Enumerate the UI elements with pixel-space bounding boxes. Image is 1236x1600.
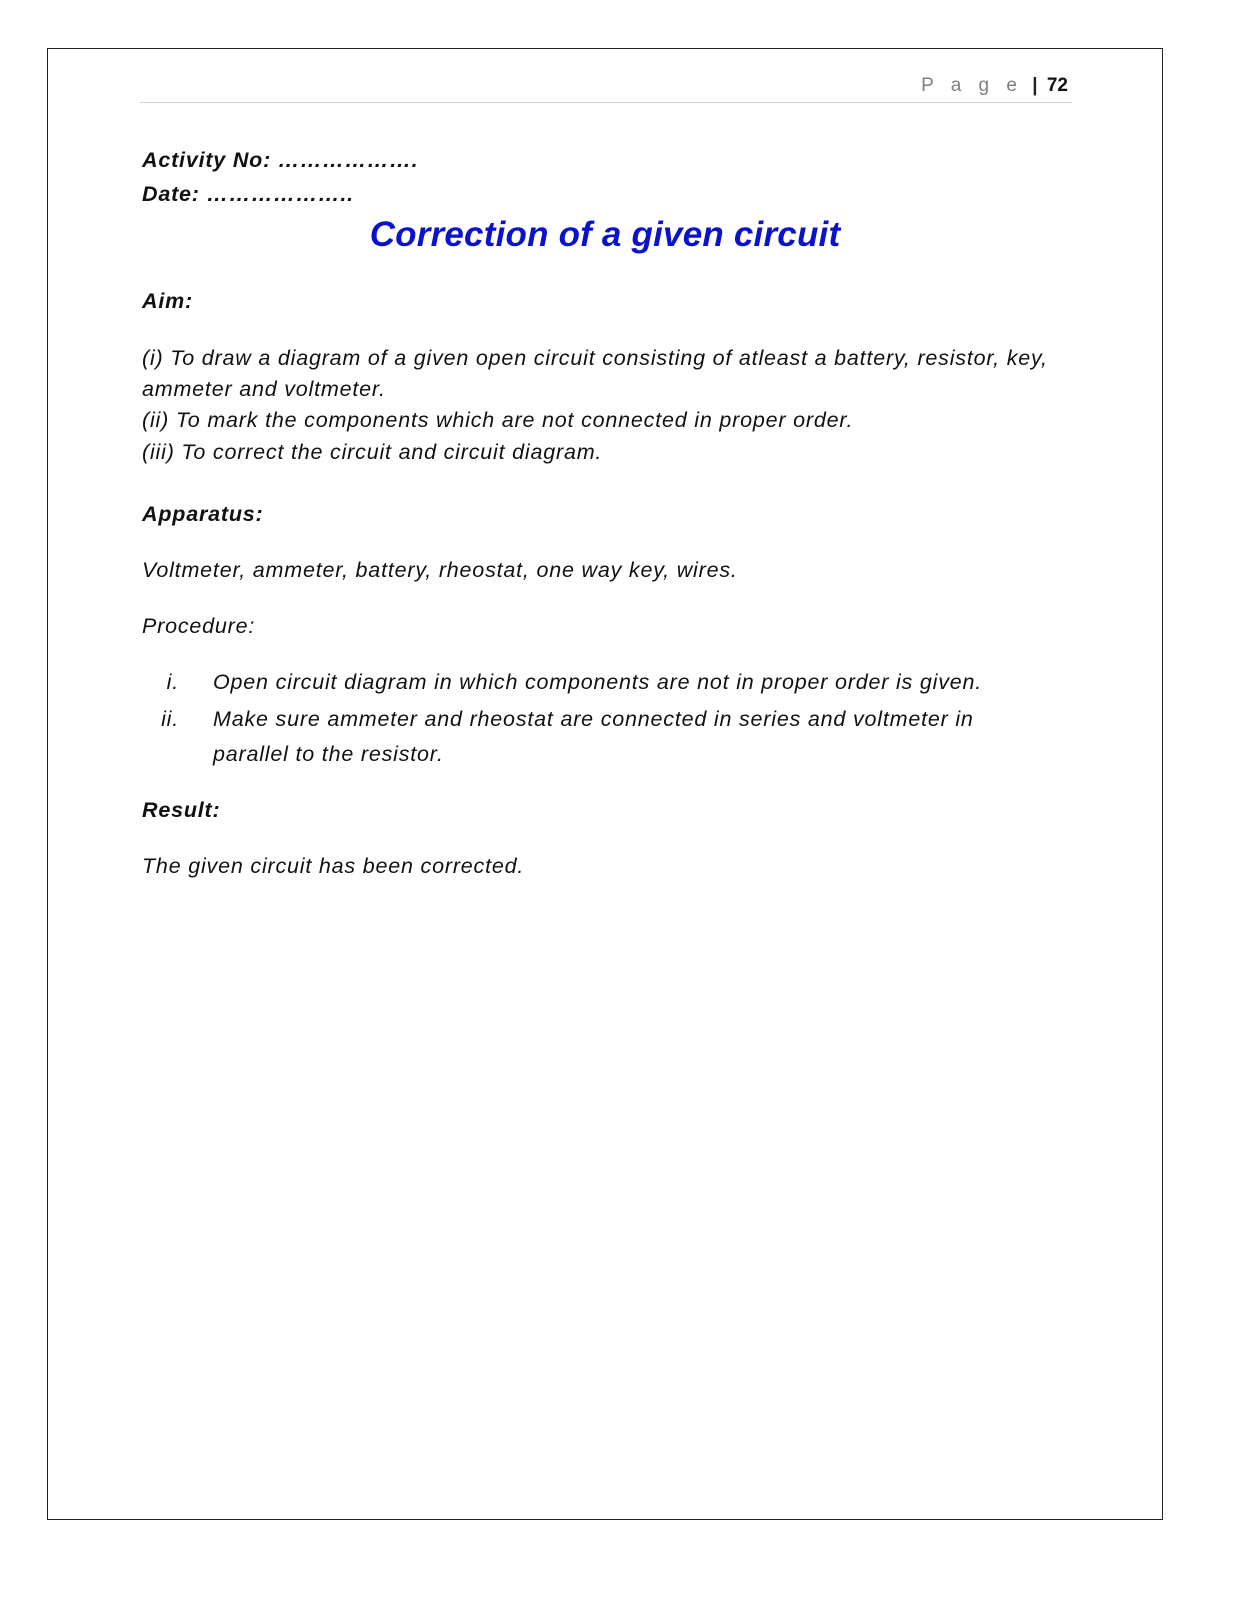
- procedure-item-number: i.: [166, 670, 179, 694]
- result-text: The given circuit has been corrected.: [142, 854, 525, 878]
- aim-line-2: ammeter and voltmeter.: [142, 377, 386, 401]
- aim-line-4: (iii) To correct the circuit and circuit diagram.: [142, 440, 603, 464]
- procedure-item-text: Open circuit diagram in which components are not in proper order is given.: [213, 670, 983, 694]
- activity-number-line: Activity No: ……………….: [142, 148, 419, 172]
- procedure-item-number: ii.: [161, 707, 179, 731]
- page-title: Correction of a given circuit: [369, 215, 841, 254]
- procedure-heading: Procedure:: [142, 614, 256, 638]
- page-header: [140, 74, 1072, 103]
- apparatus-text: Voltmeter, ammeter, battery, rheostat, one way key, wires.: [142, 558, 738, 582]
- page-label: P a g e: [921, 75, 1023, 96]
- aim-heading: Aim:: [142, 289, 193, 313]
- page-border: [47, 48, 1163, 1520]
- date-line: Date: ………………..: [142, 182, 354, 206]
- page-number-value: 72: [1046, 75, 1068, 96]
- page-separator: |: [1032, 75, 1038, 96]
- page-number: [921, 74, 1068, 98]
- aim-line-3: (ii) To mark the components which are not connected in proper order.: [142, 408, 854, 432]
- result-heading: Result:: [142, 798, 221, 822]
- apparatus-heading: Apparatus:: [142, 502, 264, 526]
- procedure-item-text: Make sure ammeter and rheostat are connected in series and voltmeter in parallel to the resistor.: [213, 707, 974, 766]
- aim-line-1: (i) To draw a diagram of a given open circuit consisting of atleast a battery, resistor, key,: [142, 346, 1048, 370]
